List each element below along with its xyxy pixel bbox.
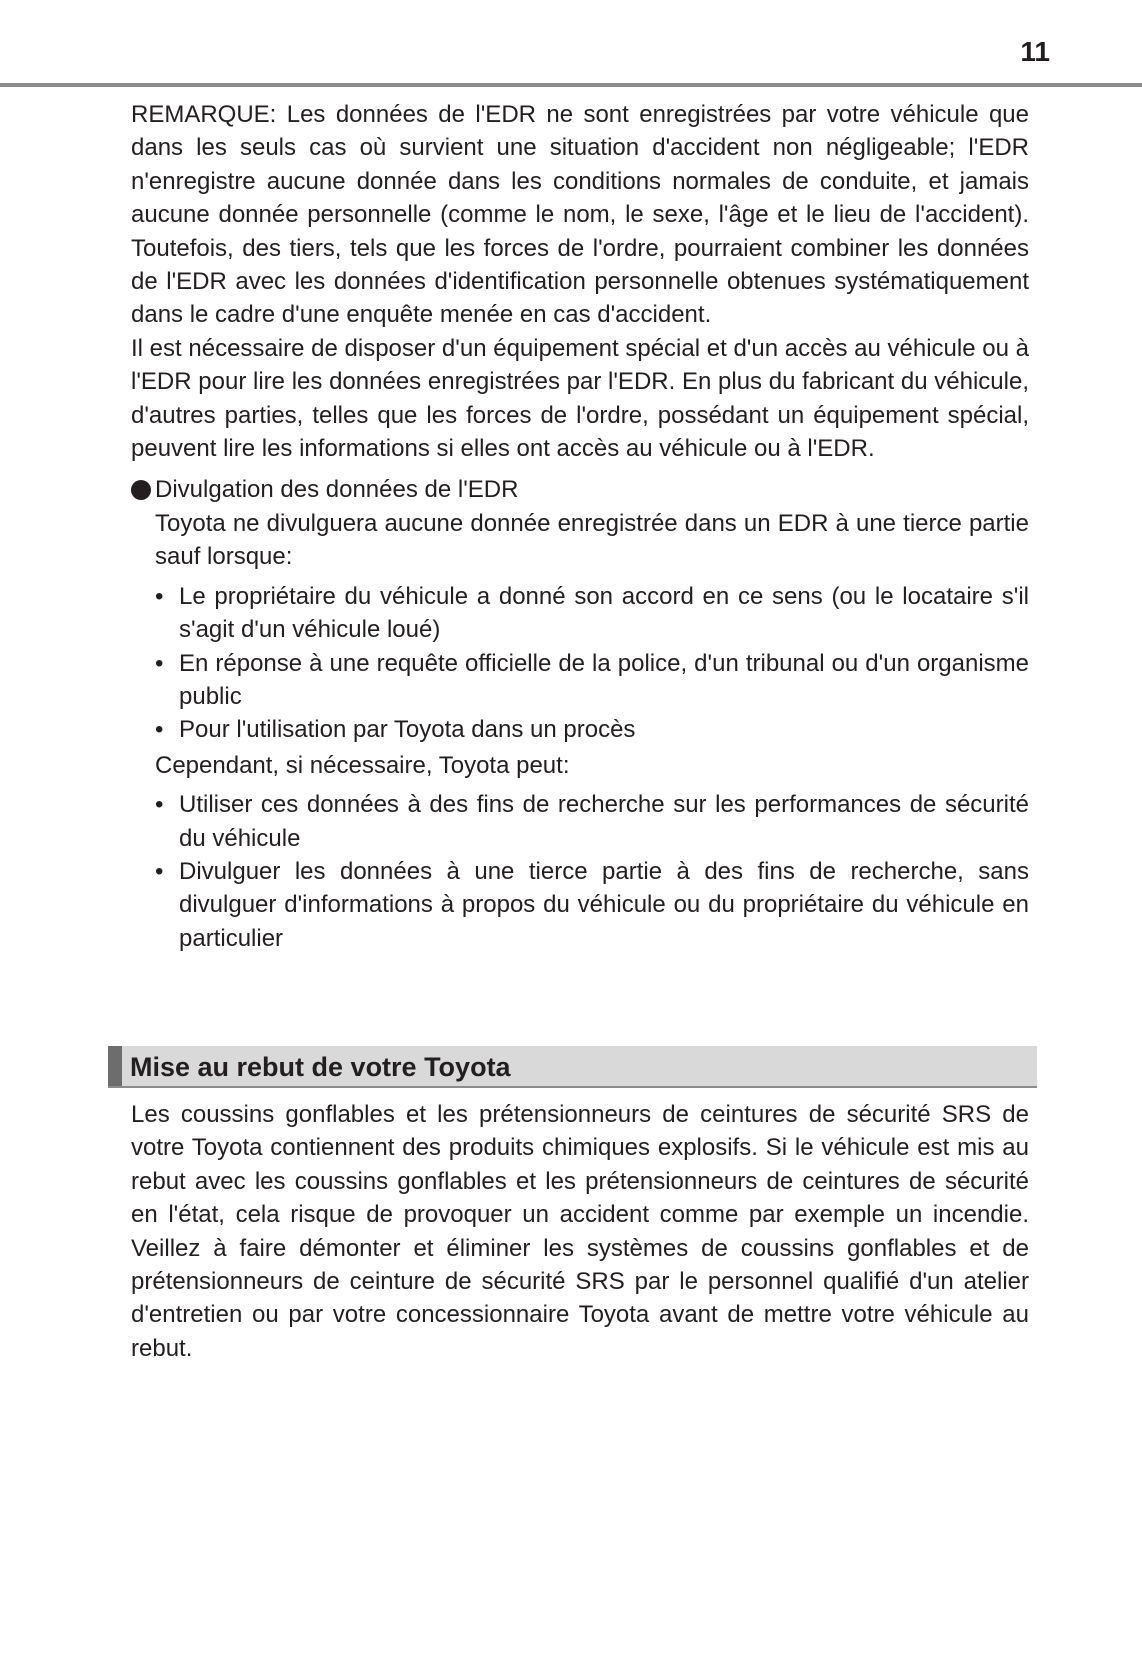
disclosure-intro: Toyota ne divulguera aucune donnée enregistrée dans un EDR à une tierce partie sauf lorsque: <box>155 509 1029 571</box>
bullet-mark: • <box>155 716 164 744</box>
list-item <box>155 713 1029 746</box>
list-item <box>155 580 1029 647</box>
remarque-paragraph: REMARQUE: Les données de l'EDR ne sont enregistrées par votre véhicule que dans les seuls cas où survient une situation d'accident non négligeable; l'EDR n'enregistre aucune donnée dans les conditions normales de conduite, et jamais aucune donnée personnelle (comme le nom, le sexe, l'âge et le lieu de l'accident). Toutefois, des tiers, tels que les forces de l'ordre, pourraient combiner les données de l'EDR avec les données d'identification personnelle obtenues systématiquement dans le cadre d'une enquête menée en cas d'accident. <box>131 101 1029 329</box>
list-item <box>155 855 1029 955</box>
main-content <box>131 98 1029 957</box>
list-item-text: Pour l'utilisation par Toyota dans un procès <box>179 716 636 744</box>
however-line: Cependant, si nécessaire, Toyota peut: <box>155 751 570 779</box>
bullet-mark: • <box>155 791 164 819</box>
bullet-mark: • <box>155 582 164 610</box>
list-item-text: En réponse à une requête officielle de la police, d'un tribunal ou d'un organisme public <box>179 649 1029 710</box>
section-accent-bar <box>108 1046 122 1086</box>
disclosure-heading-text: Divulgation des données de l'EDR <box>155 476 519 504</box>
access-paragraph: Il est nécessaire de disposer d'un équipement spécial et d'un accès au véhicule ou à l'EDR pour lire les données enregistrées par l'EDR. En plus du fabricant du véhicule, d'autres parties, telles que les forces de l'ordre, possédant un équipement spécial, peuvent lire les informations si elles ont accès au véhicule ou à l'EDR. <box>131 334 1029 463</box>
section-header <box>108 1046 1037 1088</box>
bullet-mark: • <box>155 857 164 885</box>
list-item-text: Divulguer les données à une tierce partie à des fins de recherche, sans divulguer d'informations à propos du véhicule ou du propriétaire du véhicule en particulier <box>179 857 1029 952</box>
bullet-mark: • <box>155 649 164 677</box>
section-body <box>131 1098 1029 1365</box>
permissions-list <box>131 788 1029 955</box>
filled-circle-bullet-icon <box>131 480 151 500</box>
list-item <box>155 647 1029 714</box>
section-title: Mise au rebut de votre Toyota <box>130 1052 511 1082</box>
list-item-text: Le propriétaire du véhicule a donné son accord en ce sens (ou le locataire s'il s'agit d'un véhicule loué) <box>179 582 1029 644</box>
list-item-text: Utiliser ces données à des fins de recherche sur les performances de sécurité du véhicule <box>179 791 1029 852</box>
disclosure-heading <box>131 473 1029 506</box>
page-number: 11 <box>1020 36 1050 67</box>
conditions-list <box>131 580 1029 747</box>
section-body-paragraph: Les coussins gonflables et les prétensionneurs de ceintures de sécurité SRS de votre Toyota contiennent des produits chimiques explosifs. Si le véhicule est mis au rebut avec les coussins gonflables et les prétensionneurs de ceintures de sécurité en l'état, cela risque de provoquer un accident comme par exemple un incendie. Veillez à faire démonter et éliminer les systèmes de coussins gonflables et de prétensionneurs de ceinture de sécurité SRS par le personnel qualifié d'un atelier d'entretien ou par votre concessionnaire Toyota avant de mettre votre véhicule au rebut. <box>131 1101 1029 1362</box>
header-rule <box>0 83 1142 87</box>
list-item <box>155 788 1029 855</box>
